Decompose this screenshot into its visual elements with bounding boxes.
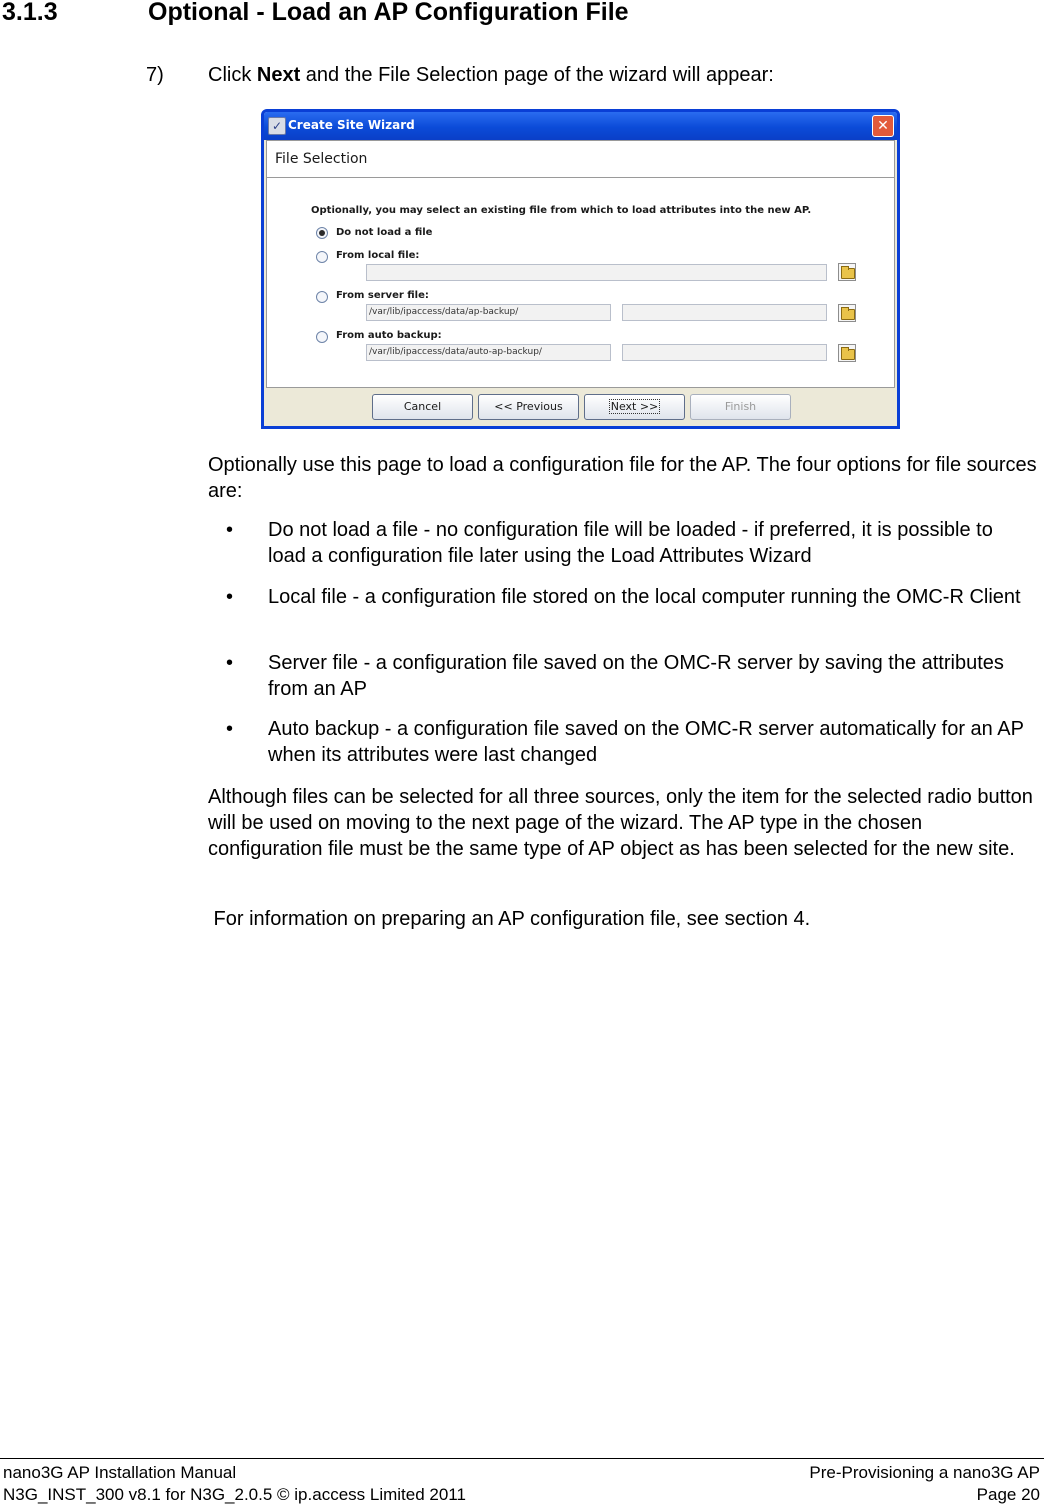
wizard-section-title: File Selection: [275, 151, 368, 167]
radio-do-not-load[interactable]: [316, 227, 328, 239]
create-site-wizard-window: [261, 109, 900, 429]
previous-button[interactable]: [478, 394, 579, 420]
bullet-item: • Server file - a configuration file saved on the OMC-R server by saving the attributes from an AP: [226, 650, 1036, 702]
footer-divider: [0, 1458, 1044, 1459]
finish-button[interactable]: [690, 394, 791, 420]
radio-local-file[interactable]: [316, 251, 328, 263]
sources-paragraph: Although files can be selected for all three sources, only the item for the selected radio button will be used on moving to the next page of the wizard. The AP type in the chosen configuration file must be the same type of AP object as has been selected for the new site.: [208, 786, 1033, 860]
step-number: 7): [146, 64, 164, 86]
local-file-folder-icon[interactable]: [838, 263, 856, 281]
bullet-text: Auto backup - a configuration file saved on the OMC-R server automatically for an AP when its attributes were last changed: [268, 718, 1024, 766]
server-file-name-input[interactable]: [622, 304, 827, 321]
footer-document-id: N3G_INST_300 v8.1 for N3G_2.0.5 © ip.access Limited 2011: [3, 1485, 466, 1504]
app-icon: ✓: [268, 117, 286, 135]
close-icon[interactable]: ✕: [872, 115, 894, 137]
section-title: Optional - Load an AP Configuration File: [148, 0, 629, 26]
radio-server-file[interactable]: [316, 291, 328, 303]
auto-backup-name-input[interactable]: [622, 344, 827, 361]
intro-paragraph: Optionally use this page to load a configuration file for the AP. The four options for file sources are:: [208, 454, 1037, 502]
step-text-after: and the File Selection page of the wizard will appear:: [300, 64, 774, 86]
wizard-content: [266, 140, 895, 388]
server-file-path-input[interactable]: /var/lib/ipaccess/data/ap-backup/: [366, 304, 611, 321]
cancel-button-label: Cancel: [403, 400, 442, 413]
bullet-item: • Do not load a file - no configuration file will be loaded - if preferred, it is possible to load a configuration file later using the Load Attributes Wizard: [226, 517, 1036, 569]
window-title: Create Site Wizard: [288, 118, 415, 132]
wizard-instruction: Optionally, you may select an existing file from which to load attributes into the new AP.: [311, 205, 812, 216]
bullet-item: • Local file - a configuration file stored on the local computer running the OMC-R Client: [226, 584, 1036, 610]
finish-button-label: Finish: [724, 400, 757, 413]
option-label-server-file: From server file:: [336, 290, 429, 301]
bullet-text: Do not load a file - no configuration file will be loaded - if preferred, it is possible to load a configuration file later using the Load Attributes Wizard: [268, 519, 993, 567]
footer-chapter: Pre-Provisioning a nano3G AP: [809, 1463, 1040, 1482]
step-text-before: Click: [208, 64, 257, 86]
window-titlebar: [264, 112, 897, 140]
previous-button-label: << Previous: [494, 400, 563, 413]
reference-paragraph: For information on preparing an AP configuration file, see section 4.: [208, 908, 811, 930]
local-file-input[interactable]: [366, 264, 827, 281]
footer-manual-title: nano3G AP Installation Manual: [3, 1463, 237, 1482]
footer-page-number: Page 20: [976, 1485, 1040, 1504]
step-text-bold: Next: [256, 64, 301, 86]
next-button[interactable]: [584, 394, 685, 420]
server-file-folder-icon[interactable]: [838, 304, 856, 322]
auto-backup-path-input[interactable]: /var/lib/ipaccess/data/auto-ap-backup/: [366, 344, 611, 361]
bullet-item: • Auto backup - a configuration file saved on the OMC-R server automatically for an AP when its attributes were last changed: [226, 716, 1036, 768]
bullet-text: Server file - a configuration file saved on the OMC-R server by saving the attributes from an AP: [268, 652, 1004, 700]
section-number: 3.1.3: [2, 0, 58, 26]
bullet-text: Local file - a configuration file stored on the local computer running the OMC-R Client: [268, 586, 1021, 608]
auto-backup-folder-icon[interactable]: [838, 344, 856, 362]
section-divider: [267, 177, 894, 178]
section-heading: [2, 0, 629, 27]
next-button-label: Next >>: [610, 400, 659, 413]
option-label-local-file: From local file:: [336, 250, 420, 261]
option-label-do-not-load: Do not load a file: [336, 227, 433, 238]
cancel-button[interactable]: [372, 394, 473, 420]
option-label-auto-backup: From auto backup:: [336, 330, 442, 341]
radio-auto-backup[interactable]: [316, 331, 328, 343]
step-7: [146, 64, 774, 87]
